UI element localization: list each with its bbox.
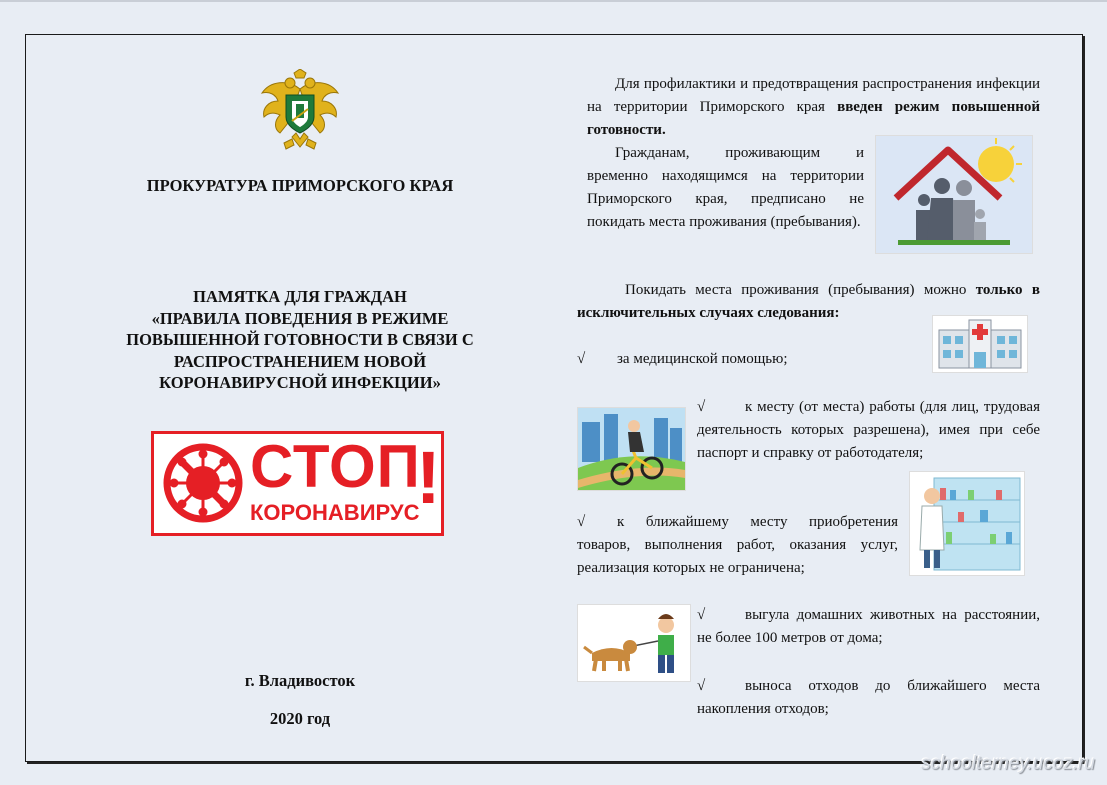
leave-bold-text: только в исключительных случаях следования: [577, 282, 1040, 321]
intro-text: Для профилактики и предотвращения распространения инфекции на территории Приморского края [587, 76, 1040, 115]
item-shop-text: к ближайшему месту приобретения товаров, выполнения работ, оказания услуг, реализация которых не ограничена; [577, 514, 898, 576]
site-watermark: schoolterney.ucoz.ru [921, 753, 1095, 774]
year-label: 2020 год [269, 709, 331, 728]
item-medical-text: за медицинской помощью; [617, 351, 788, 367]
intro-paragraph [587, 73, 1040, 142]
item-medical [577, 348, 907, 371]
intro-bold-text: введен режим повышенной готовности. [587, 99, 1041, 138]
tick-mark: √ [697, 607, 706, 623]
item-pets-text: выгула домашних животных на расстоянии, не более 100 метров от дома; [697, 607, 1040, 646]
stop-subtitle: КОРОНАВИРУС [250, 500, 420, 525]
family-house-icon [875, 135, 1033, 254]
dog-walker-icon [577, 604, 691, 682]
memo-title-line: ПОВЫШЕННОЙ ГОТОВНОСТИ В СВЯЗИ С [126, 330, 474, 349]
memo-title-line: ПАМЯТКА ДЛЯ ГРАЖДАН [193, 287, 407, 306]
org-title: ПРОКУРАТУРА ПРИМОРСКОГО КРАЯ [146, 176, 454, 195]
memo-title [46, 286, 554, 394]
tick-mark: √ [697, 678, 706, 694]
virus-prohibited-icon [162, 442, 244, 524]
hospital-icon [932, 315, 1028, 373]
stop-word: СТОП [250, 433, 421, 500]
citizens-paragraph: Гражданам, проживающим и временно находящимся на территории Приморского края, предписано не покидать места проживания (пребывания). [587, 145, 864, 230]
tick-mark-container [577, 675, 745, 698]
window-top-border [0, 0, 1107, 2]
item-work [697, 396, 1040, 465]
tick-mark: √ [577, 514, 586, 530]
item-shop [577, 511, 898, 580]
tick-mark: √ [577, 351, 586, 367]
item-pets [697, 604, 1040, 650]
cyclist-icon [577, 407, 686, 491]
memo-title-line: «ПРАВИЛА ПОВЕДЕНИЯ В РЕЖИМЕ [151, 308, 449, 328]
item-work-text: к месту (от места) работы (для лиц, трудовая деятельность которых разрешена), имея при себе паспорт и справку от работодателя; [697, 399, 1040, 461]
document-page [25, 34, 1083, 762]
item-waste [577, 675, 1040, 721]
pharmacist-icon [909, 471, 1025, 576]
prosecutor-emblem-icon [258, 69, 342, 159]
leave-text: Покидать места проживания (пребывания) можно [625, 282, 976, 298]
city-label: г. Владивосток [244, 671, 356, 690]
item-waste-text: выноса отходов до ближайшего места накопления отходов; [697, 678, 1040, 717]
stop-exclamation: ! [416, 436, 442, 519]
tick-mark: √ [697, 399, 706, 415]
memo-title-line: КОРОНАВИРУСНОЙ ИНФЕКЦИИ» [159, 373, 441, 392]
memo-title-line: РАСПРОСТРАНЕНИЕМ НОВОЙ [173, 351, 427, 371]
stop-coronavirus-banner [151, 431, 444, 536]
